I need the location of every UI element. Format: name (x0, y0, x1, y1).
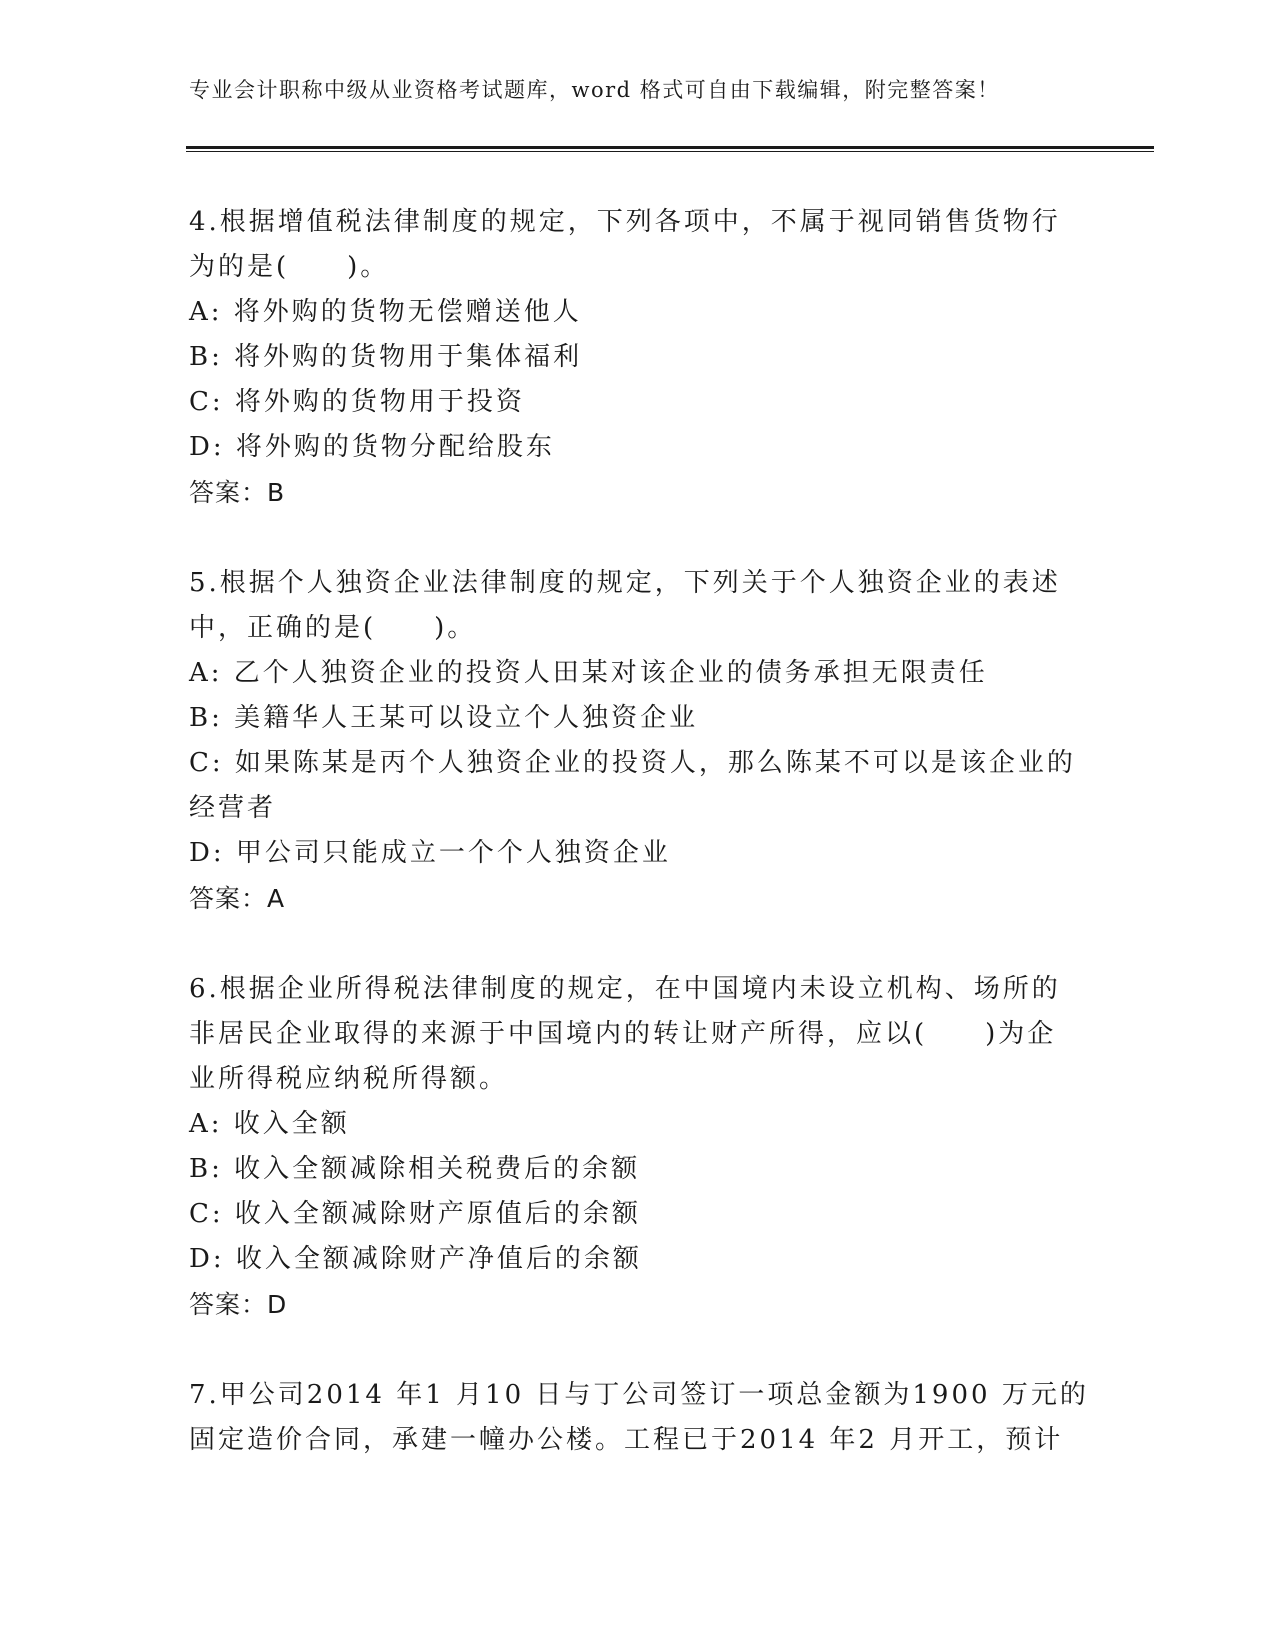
header-divider-thin (186, 151, 1154, 152)
header-divider-thick (186, 146, 1154, 149)
answer-option: D: 收入全额减除财产净值后的余额 (189, 1244, 642, 1274)
answer-option: 经营者 (189, 793, 277, 823)
question-list (189, 200, 1089, 1509)
answer-option: C: 如果陈某是丙个人独资企业的投资人，那么陈某不可以是该企业的 (189, 748, 1076, 778)
question-block (189, 561, 1089, 921)
answer-key: 答案：B (189, 478, 286, 507)
question-stem-line: 5.根据个人独资企业法律制度的规定，下列关于个人独资企业的表述 (189, 568, 1061, 598)
question-stem-line: 中，正确的是( )。 (189, 613, 477, 643)
answer-option: B: 将外购的货物用于集体福利 (189, 342, 583, 372)
question-stem-line: 7.甲公司2014 年1 月10 日与丁公司签订一项总金额为1900 万元的 (189, 1380, 1089, 1410)
answer-option: D: 甲公司只能成立一个个人独资企业 (189, 838, 671, 868)
answer-option: B: 收入全额减除相关税费后的余额 (189, 1154, 641, 1184)
answer-key: 答案：A (189, 884, 286, 913)
question-block (189, 1373, 1089, 1463)
answer-option: A: 收入全额 (189, 1109, 350, 1139)
page-header-text: 专业会计职称中级从业资格考试题库，word 格式可自由下载编辑，附完整答案！ (189, 78, 1000, 102)
answer-option: A: 将外购的货物无偿赠送他人 (189, 297, 582, 327)
question-stem-line: 业所得税应纳税所得额。 (189, 1064, 509, 1094)
question-stem-line: 非居民企业取得的来源于中国境内的转让财产所得，应以( )为企 (189, 1019, 1057, 1049)
question-stem-line: 为的是( )。 (189, 252, 390, 282)
question-block (189, 200, 1089, 515)
question-stem-line: 4.根据增值税法律制度的规定，下列各项中，不属于视同销售货物行 (189, 207, 1061, 237)
answer-option: B: 美籍华人王某可以设立个人独资企业 (189, 703, 699, 733)
question-block (189, 967, 1089, 1327)
question-stem-line: 固定造价合同，承建一幢办公楼。工程已于2014 年2 月开工，预计 (189, 1425, 1064, 1455)
question-stem-line: 6.根据企业所得税法律制度的规定，在中国境内未设立机构、场所的 (189, 974, 1061, 1004)
answer-key: 答案：D (189, 1290, 288, 1319)
answer-option: D: 将外购的货物分配给股东 (189, 432, 555, 462)
answer-option: C: 收入全额减除财产原值后的余额 (189, 1199, 641, 1229)
answer-option: C: 将外购的货物用于投资 (189, 387, 525, 417)
answer-option: A: 乙个人独资企业的投资人田某对该企业的债务承担无限责任 (189, 658, 988, 688)
